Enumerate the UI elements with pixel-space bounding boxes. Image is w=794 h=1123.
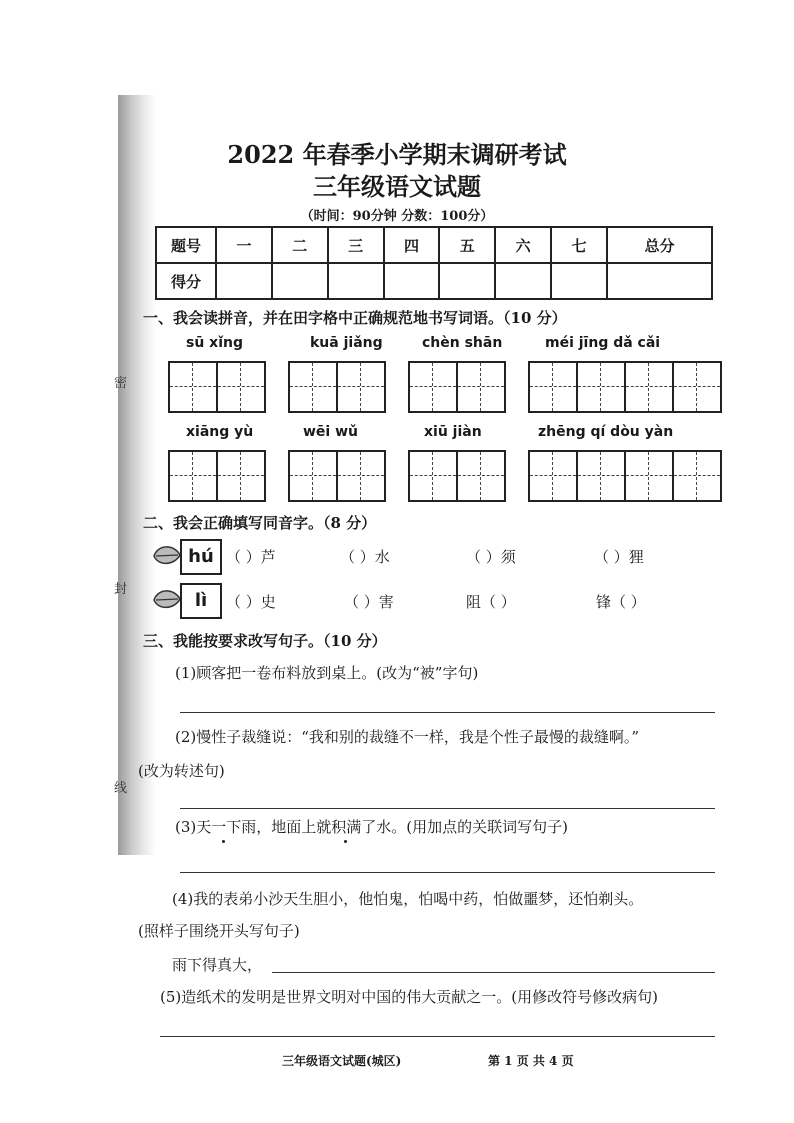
- pinyin-1-3: chèn shān: [422, 335, 503, 351]
- writing-grid[interactable]: [528, 361, 722, 413]
- score-cell[interactable]: [328, 263, 384, 299]
- writing-grid[interactable]: [168, 450, 266, 502]
- pinyin-1-2: kuā jiǎng: [310, 335, 383, 351]
- col-5: 五: [439, 227, 495, 263]
- blank-li-1[interactable]: （ ）史: [226, 593, 276, 611]
- score-cell[interactable]: [216, 263, 272, 299]
- score-cell[interactable]: [272, 263, 328, 299]
- pinyin-1-1: sū xǐng: [186, 335, 243, 351]
- score-cell[interactable]: [439, 263, 495, 299]
- col-6: 六: [495, 227, 551, 263]
- blank-hu-1[interactable]: （ ）芦: [226, 548, 276, 566]
- exam-info: （时间：90分钟 分数：100分）: [300, 209, 494, 224]
- pinyin-2-4: zhēng qí dòu yàn: [538, 424, 674, 440]
- leaf-icon: [152, 586, 182, 612]
- col-3: 三: [328, 227, 384, 263]
- col-total: 总分: [607, 227, 712, 263]
- question-5: (5)造纸术的发明是世界文明对中国的伟大贡献之一。(用修改符号修改病句): [160, 988, 658, 1006]
- pinyin-2-3: xiū jiàn: [424, 424, 482, 440]
- pinyin-2-1: xiāng yù: [186, 424, 254, 440]
- col-2: 二: [272, 227, 328, 263]
- exam-subtitle: 三年级语文试题: [313, 172, 481, 201]
- question-4-line2: (照样子围绕开头写句子): [138, 922, 300, 940]
- emphasis-dot: [222, 840, 225, 843]
- leaf-icon: [152, 542, 182, 568]
- blank-li-3[interactable]: 阻（ ）: [466, 593, 516, 611]
- question-4-line1: (4)我的表弟小沙天生胆小，他怕鬼，怕喝中药，怕做噩梦，还怕剃头。: [172, 890, 644, 908]
- answer-line-3[interactable]: [180, 872, 715, 873]
- section3-title: 三、我能按要求改写句子。（10 分）: [143, 632, 387, 650]
- blank-hu-4[interactable]: （ ）狸: [594, 548, 644, 566]
- row-header-score: 得分: [156, 263, 216, 299]
- writing-grid[interactable]: [288, 450, 386, 502]
- blank-hu-2[interactable]: （ ）水: [340, 548, 390, 566]
- footer-title: 三年级语文试题(城区): [282, 1054, 402, 1068]
- binding-mark-feng: 封: [114, 582, 128, 597]
- score-table: [155, 226, 713, 300]
- answer-line-4[interactable]: [272, 972, 715, 973]
- writing-grid[interactable]: [408, 361, 506, 413]
- col-1: 一: [216, 227, 272, 263]
- emphasis-dot: [344, 840, 347, 843]
- pinyin-2-2: wēi wǔ: [303, 424, 359, 440]
- score-table-score-row: [156, 263, 712, 299]
- binding-mark-mi: 密: [114, 376, 128, 391]
- answer-line-2[interactable]: [180, 808, 715, 809]
- col-4: 四: [384, 227, 440, 263]
- answer-line-5[interactable]: [160, 1036, 715, 1037]
- pinyin-box-hu: hú: [180, 539, 222, 575]
- score-cell[interactable]: [384, 263, 440, 299]
- page-number: 第 1 页 共 4 页: [488, 1054, 574, 1068]
- score-table-header-row: [156, 227, 712, 263]
- col-7: 七: [551, 227, 607, 263]
- question-4-prompt: 雨下得真大，: [172, 956, 263, 974]
- question-3: (3)天一下雨，地面上就积满了水。(用加点的关联词写句子): [175, 818, 568, 836]
- blank-hu-3[interactable]: （ ）须: [466, 548, 516, 566]
- score-cell[interactable]: [495, 263, 551, 299]
- question-1: (1)顾客把一卷布料放到桌上。(改为“被”字句): [175, 664, 479, 682]
- pinyin-box-li: lì: [180, 583, 222, 619]
- writing-grid[interactable]: [408, 450, 506, 502]
- writing-grid[interactable]: [168, 361, 266, 413]
- score-cell[interactable]: [607, 263, 712, 299]
- question-2-line1: (2)慢性子裁缝说：“我和别的裁缝不一样，我是个性子最慢的裁缝啊。”: [175, 728, 640, 746]
- pinyin-1-4: méi jīng dǎ cǎi: [545, 335, 661, 351]
- blank-li-2[interactable]: （ ）害: [344, 593, 394, 611]
- score-cell[interactable]: [551, 263, 607, 299]
- writing-grid[interactable]: [528, 450, 722, 502]
- writing-grid[interactable]: [288, 361, 386, 413]
- binding-mark-xian: 线: [114, 781, 128, 796]
- blank-li-4[interactable]: 锋（ ）: [596, 593, 646, 611]
- exam-title: 2022 年春季小学期末调研考试: [227, 140, 567, 169]
- question-2-line2: (改为转述句): [138, 762, 225, 780]
- row-header-question: 题号: [156, 227, 216, 263]
- answer-line-1[interactable]: [180, 712, 715, 713]
- section1-title: 一、我会读拼音，并在田字格中正确规范地书写词语。（10 分）: [143, 309, 567, 327]
- section2-title: 二、我会正确填写同音字。（8 分）: [143, 514, 377, 532]
